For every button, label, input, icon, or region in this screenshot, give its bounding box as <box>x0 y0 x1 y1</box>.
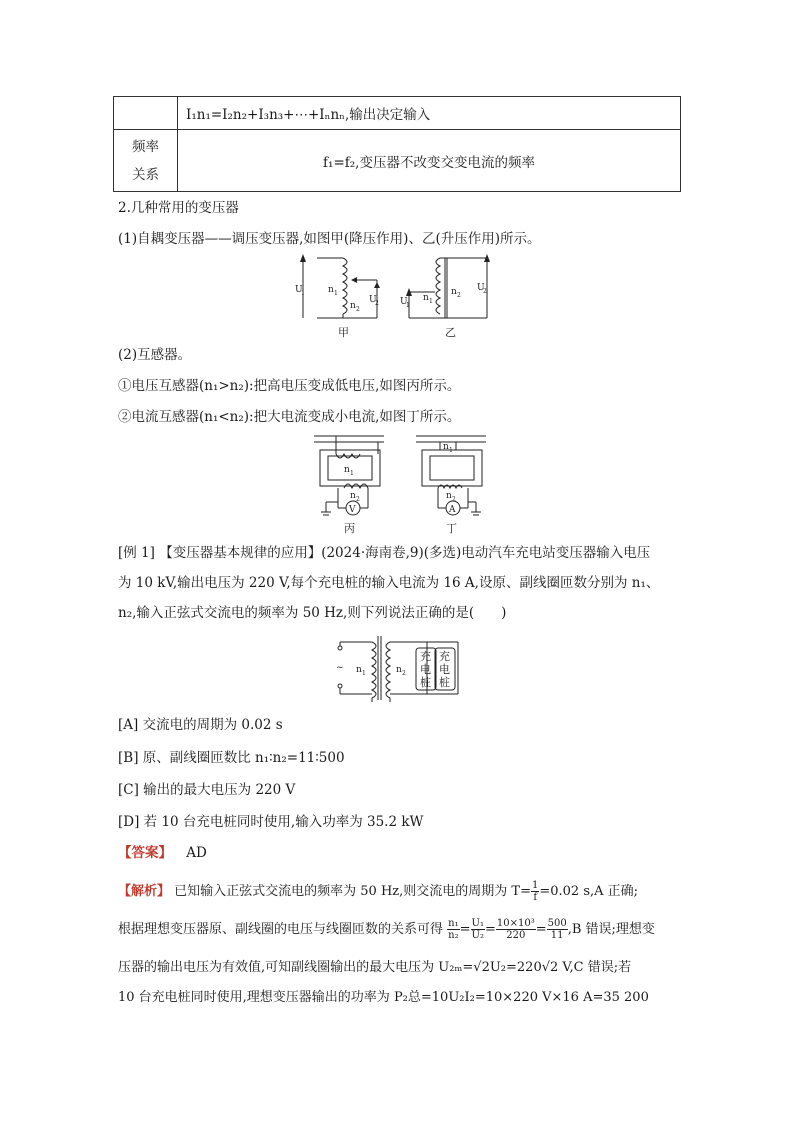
frequency-relation-text: f₁=f₂,变压器不改变交变电流的频率 <box>323 154 535 171</box>
analysis-line1 <box>118 880 638 903</box>
svg-text:桩: 桩 <box>420 676 431 689</box>
svg-text:A: A <box>449 505 456 515</box>
svg-text:电: 电 <box>420 663 431 676</box>
svg-text:n: n <box>423 293 429 303</box>
svg-text:n: n <box>356 665 362 675</box>
frequency-relation-cell <box>178 130 681 192</box>
svg-text:V: V <box>349 505 356 515</box>
frequency-header-cell <box>114 130 178 192</box>
mutual-inductor-text: (2)互感器。 <box>118 347 192 363</box>
svg-text:1: 1 <box>334 290 338 297</box>
relations-table <box>113 96 681 192</box>
answer-value: AD <box>186 845 207 861</box>
svg-text:n: n <box>350 491 356 501</box>
autotransformer-text: (1)自耦变压器——调压变压器,如图甲(降压作用)、乙(升压作用)所示。 <box>118 231 541 247</box>
frequency-header-line2: 关系 <box>132 166 159 183</box>
svg-text:电: 电 <box>439 663 450 676</box>
figure-ding-label: 丁 <box>446 522 457 535</box>
svg-text:1: 1 <box>406 302 410 309</box>
svg-text:U: U <box>295 285 303 295</box>
svg-text:充: 充 <box>420 650 431 663</box>
empty-cell <box>114 97 178 130</box>
svg-text:1: 1 <box>429 298 433 305</box>
svg-text:1: 1 <box>350 470 354 477</box>
charging-station-figure <box>330 632 465 702</box>
option-d: [D] 若 10 台充电桩同时使用,输入功率为 35.2 kW <box>118 814 424 830</box>
svg-text:充: 充 <box>439 650 450 663</box>
analysis-label: 【解析】 <box>118 884 171 899</box>
svg-text:n: n <box>443 442 449 452</box>
svg-text:2: 2 <box>452 496 456 503</box>
voltage-transformer-text: ①电压互感器(n₁>n₂):把高电压变成低电压,如图丙所示。 <box>118 378 461 394</box>
current-relation-formula: I₁n₁=I₂n₂+I₃n₃+⋯+Iₙnₙ,输出决定输入 <box>186 107 431 123</box>
analysis-line2: 根据理想变压器原、副线圈的电压与线圈匝数的关系可得 $\frac{\text{n₁}}{\text{n₂}}$ = $\frac{\text{U₁}}{\text{U₂}}$ = $\frac{\text{10×10³}}{220}$ = $\frac{500}{11}$ ,B 错误;理想变 <box>118 918 655 941</box>
analysis-text-2a: 根据理想变压器原、副线圈的电压与线圈匝数的关系可得 <box>118 922 444 937</box>
period-fraction: $\frac{1}{f}$ <box>531 880 539 903</box>
svg-text:U: U <box>369 295 377 305</box>
example-line3: n₂,输入正弦式交流电的频率为 50 Hz,则下列说法正确的是( ) <box>118 605 507 621</box>
analysis-text-1b: =0.02 s,A 正确; <box>539 884 639 899</box>
autotransformer-figures <box>295 252 500 342</box>
svg-text:~: ~ <box>336 663 344 673</box>
section-title: 2.几种常用的变压器 <box>118 200 239 216</box>
svg-text:n: n <box>328 285 334 295</box>
svg-text:n: n <box>344 465 350 475</box>
svg-text:1: 1 <box>362 670 366 677</box>
current-relation-cell <box>178 97 681 130</box>
instrument-transformer-figures <box>312 432 487 537</box>
example-line1: [例 1] 【变压器基本规律的应用】(2024·海南卷,9)(多选)电动汽车充电站变压器输入电压 <box>118 545 651 561</box>
svg-text:2: 2 <box>375 300 379 307</box>
answer-label: 【答案】 <box>118 845 172 861</box>
figure-jia-label: 甲 <box>338 326 349 339</box>
svg-text:2: 2 <box>457 292 461 299</box>
frequency-header-line1: 频率 <box>132 138 159 155</box>
svg-text:2: 2 <box>483 288 487 295</box>
svg-text:n: n <box>396 665 402 675</box>
analysis-line3: 压器的输出电压为有效值,可知副线圈输出的最大电压为 U₂ₘ=√2U₂=220√2 V,C 错误;若 <box>118 960 632 975</box>
svg-text:桩: 桩 <box>439 676 450 689</box>
svg-text:U: U <box>400 297 408 307</box>
analysis-text-1a: 已知输入正弦式交流电的频率为 50 Hz,则交流电的周期为 T= <box>174 884 531 899</box>
analysis-text-2b: ,B 错误;理想变 <box>567 922 655 937</box>
example-line2: 为 10 kV,输出电压为 220 V,每个充电桩的输入电流为 16 A,设原、副线圈匝数分别为 n₁、 <box>118 575 660 591</box>
analysis-line4: 10 台充电桩同时使用,理想变压器输出的功率为 P₂总=10U₂I₂=10×220 V×16 A=35 200 <box>118 990 649 1005</box>
svg-text:n: n <box>451 287 457 297</box>
figure-bing-label: 丙 <box>344 522 355 535</box>
svg-text:2: 2 <box>356 306 360 313</box>
svg-text:n: n <box>350 301 356 311</box>
svg-text:U: U <box>477 283 485 293</box>
svg-text:2: 2 <box>356 496 360 503</box>
svg-text:n: n <box>446 491 452 501</box>
current-transformer-text: ②电流互感器(n₁<n₂):把大电流变成小电流,如图丁所示。 <box>118 409 461 425</box>
option-b: [B] 原、副线圈匝数比 n₁∶n₂=11∶500 <box>118 750 345 766</box>
answer-line <box>118 843 207 863</box>
svg-text:1: 1 <box>301 290 305 297</box>
svg-text:2: 2 <box>402 670 406 677</box>
option-a: [A] 交流电的周期为 0.02 s <box>118 717 283 733</box>
option-c: [C] 输出的最大电压为 220 V <box>118 782 296 798</box>
svg-text:1: 1 <box>449 447 453 454</box>
figure-yi-label: 乙 <box>445 326 456 339</box>
